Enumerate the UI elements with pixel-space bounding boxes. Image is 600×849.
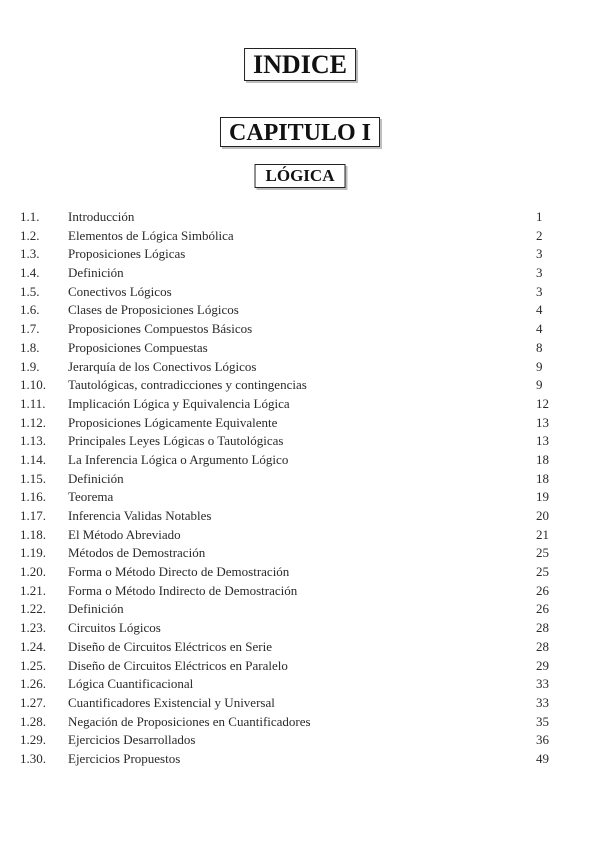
toc-entry-page: 18 bbox=[536, 451, 549, 467]
toc-entry-title: Introducción bbox=[68, 209, 135, 224]
toc-entry-title: La Inferencia Lógica o Argumento Lógico bbox=[68, 451, 289, 467]
toc-entry-number: 1.12. bbox=[20, 414, 46, 430]
toc-entry-title: Diseño de Circuitos Eléctricos en Paralelo bbox=[68, 657, 288, 673]
toc-entry bbox=[0, 507, 600, 526]
toc-entry-page: 33 bbox=[536, 694, 549, 710]
toc-entry-number: 1.14. bbox=[20, 451, 46, 467]
toc-entry-page: 35 bbox=[536, 713, 549, 729]
toc-entry bbox=[0, 395, 600, 414]
toc-entry-number: 1.11. bbox=[20, 395, 46, 411]
toc-entry-title: Métodos de Demostración bbox=[68, 545, 206, 561]
toc-entry-title: Inferencia Validas Notables bbox=[68, 508, 212, 523]
toc-entry bbox=[0, 339, 600, 358]
toc-entry-title: Forma o Método Directo de Demostración bbox=[68, 564, 290, 580]
toc-entry bbox=[0, 488, 600, 507]
toc-entry-number: 1.28. bbox=[20, 713, 46, 729]
toc-entry-number: 1.27. bbox=[20, 694, 46, 710]
toc-entry bbox=[0, 563, 600, 582]
toc-entry-title: Definición bbox=[68, 470, 124, 486]
toc-entry-title: Definición bbox=[68, 601, 124, 617]
toc-entry-number: 1.8. bbox=[20, 339, 40, 355]
toc-entry-number: 1.23. bbox=[20, 620, 46, 636]
toc-entry-title: Ejercicios Desarrollados bbox=[68, 732, 196, 748]
toc-entry-number: 1.10. bbox=[20, 377, 46, 393]
toc-entry-page: 12 bbox=[536, 395, 549, 411]
index-heading: INDICE bbox=[244, 48, 356, 81]
toc-entry-number: 1.29. bbox=[20, 732, 46, 748]
toc-entry-page: 1 bbox=[536, 209, 543, 224]
toc-entry bbox=[0, 544, 600, 563]
toc-entry-number: 1.7. bbox=[20, 321, 40, 337]
toc-entry-title: Definición bbox=[68, 265, 124, 281]
toc-entry-page: 3 bbox=[536, 283, 543, 299]
toc-entry bbox=[0, 283, 600, 302]
toc-entry bbox=[0, 675, 600, 694]
toc-entry bbox=[0, 526, 600, 545]
toc-entry-number: 1.4. bbox=[20, 265, 40, 281]
toc-entry-page: 4 bbox=[536, 321, 543, 337]
toc-entry-number: 1.30. bbox=[20, 750, 46, 766]
toc-entry bbox=[0, 301, 600, 320]
toc-entry bbox=[0, 358, 600, 377]
toc-entry-page: 25 bbox=[536, 564, 549, 580]
toc-entry-title: Circuitos Lógicos bbox=[68, 620, 161, 636]
toc-entry-number: 1.24. bbox=[20, 638, 46, 654]
toc-entry-page: 9 bbox=[536, 377, 543, 393]
toc-entry-page: 13 bbox=[536, 433, 549, 449]
toc-entry bbox=[0, 432, 600, 451]
toc-entry-title: Tautológicas, contradicciones y contingencias bbox=[68, 377, 307, 393]
toc-entry-page: 25 bbox=[536, 545, 549, 561]
toc-entry-title: Proposiciones Compuestas bbox=[68, 339, 208, 355]
chapter-heading: CAPITULO I bbox=[220, 117, 380, 147]
toc-entry-title: Jerarquía de los Conectivos Lógicos bbox=[68, 358, 257, 374]
toc-entry-page: 49 bbox=[536, 750, 549, 766]
toc-entry-number: 1.9. bbox=[20, 358, 40, 374]
toc-entry-page: 19 bbox=[536, 489, 549, 505]
topic-heading: LÓGICA bbox=[255, 164, 346, 188]
toc-entry-title: Proposiciones Lógicamente Equivalente bbox=[68, 414, 278, 430]
toc-entry-page: 13 bbox=[536, 414, 549, 430]
toc-entry-page: 9 bbox=[536, 358, 543, 374]
toc-entry bbox=[0, 750, 600, 769]
toc-entry bbox=[0, 582, 600, 601]
toc-entry-number: 1.21. bbox=[20, 582, 46, 598]
toc-entry-page: 18 bbox=[536, 470, 549, 486]
toc-entry-title: Teorema bbox=[68, 489, 114, 505]
toc-entry-number: 1.16. bbox=[20, 489, 46, 505]
toc-entry-page: 20 bbox=[536, 508, 549, 523]
toc-entry-number: 1.19. bbox=[20, 545, 46, 561]
toc-entry-page: 26 bbox=[536, 582, 549, 598]
toc-entry-page: 28 bbox=[536, 638, 549, 654]
toc-entry-title: Conectivos Lógicos bbox=[68, 283, 172, 299]
toc-entry bbox=[0, 731, 600, 750]
toc-entry-title: Diseño de Circuitos Eléctricos en Serie bbox=[68, 638, 272, 654]
toc-entry bbox=[0, 320, 600, 339]
toc-entry-number: 1.2. bbox=[20, 227, 40, 243]
toc-entry-number: 1.5. bbox=[20, 283, 40, 299]
toc-entry bbox=[0, 376, 600, 395]
toc-entry bbox=[0, 227, 600, 246]
toc-entry bbox=[0, 619, 600, 638]
toc-entry-page: 28 bbox=[536, 620, 549, 636]
toc-entry bbox=[0, 694, 600, 713]
toc-entry-number: 1.25. bbox=[20, 657, 46, 673]
toc-entry-page: 8 bbox=[536, 339, 543, 355]
toc-entry bbox=[0, 264, 600, 283]
table-of-contents bbox=[0, 208, 600, 769]
toc-entry-number: 1.3. bbox=[20, 246, 40, 262]
toc-entry bbox=[0, 638, 600, 657]
toc-entry-page: 3 bbox=[536, 246, 543, 262]
toc-entry-title: Elementos de Lógica Simbólica bbox=[68, 227, 234, 243]
toc-entry-number: 1.22. bbox=[20, 601, 46, 617]
toc-entry bbox=[0, 245, 600, 264]
toc-entry-page: 26 bbox=[536, 601, 549, 617]
toc-entry-number: 1.18. bbox=[20, 526, 46, 542]
toc-entry-title: El Método Abreviado bbox=[68, 526, 181, 542]
toc-entry-title: Clases de Proposiciones Lógicos bbox=[68, 302, 239, 318]
toc-entry-number: 1.6. bbox=[20, 302, 40, 318]
toc-entry bbox=[0, 470, 600, 489]
toc-entry-page: 29 bbox=[536, 657, 549, 673]
toc-entry bbox=[0, 657, 600, 676]
toc-entry-page: 4 bbox=[536, 302, 543, 318]
toc-entry-page: 36 bbox=[536, 732, 549, 748]
toc-entry bbox=[0, 414, 600, 433]
toc-entry-number: 1.20. bbox=[20, 564, 46, 580]
toc-entry-page: 3 bbox=[536, 265, 543, 281]
toc-entry bbox=[0, 451, 600, 470]
toc-entry-number: 1.15. bbox=[20, 470, 46, 486]
toc-entry-title: Forma o Método Indirecto de Demostración bbox=[68, 582, 298, 598]
toc-entry-number: 1.13. bbox=[20, 433, 46, 449]
toc-entry-title: Cuantificadores Existencial y Universal bbox=[68, 694, 275, 710]
toc-entry bbox=[0, 600, 600, 619]
toc-entry-title: Principales Leyes Lógicas o Tautológicas bbox=[68, 433, 284, 449]
toc-entry-title: Ejercicios Propuestos bbox=[68, 750, 181, 766]
toc-entry-title: Proposiciones Compuestos Básicos bbox=[68, 321, 253, 337]
toc-entry-number: 1.17. bbox=[20, 508, 46, 523]
toc-entry-number: 1.1. bbox=[20, 209, 40, 224]
toc-entry bbox=[0, 208, 600, 227]
toc-entry-page: 33 bbox=[536, 676, 549, 692]
toc-entry-page: 21 bbox=[536, 526, 549, 542]
toc-entry-page: 2 bbox=[536, 227, 543, 243]
toc-entry-number: 1.26. bbox=[20, 676, 46, 692]
toc-entry bbox=[0, 713, 600, 732]
toc-entry-title: Lógica Cuantificacional bbox=[68, 676, 194, 692]
toc-entry-title: Proposiciones Lógicas bbox=[68, 246, 186, 262]
toc-entry-title: Implicación Lógica y Equivalencia Lógica bbox=[68, 395, 290, 411]
toc-entry-title: Negación de Proposiciones en Cuantificadores bbox=[68, 713, 311, 729]
